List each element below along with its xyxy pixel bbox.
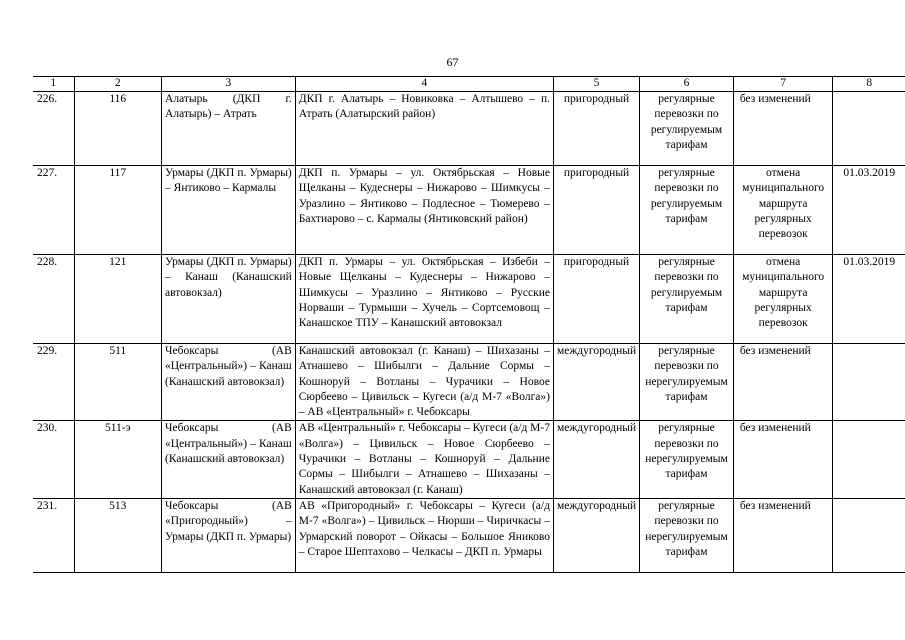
row-number: 227.: [33, 166, 74, 255]
route-name: Чебоксары (АВ «Центральный») – Канаш (Канашский автовокзал): [162, 344, 296, 421]
change-status: без изменений: [733, 92, 833, 166]
route-type: междугородный: [553, 344, 639, 421]
column-header: 2: [74, 77, 162, 92]
route-number: 116: [74, 92, 162, 166]
route-path: АВ «Пригородный» г. Чебоксары – Кугеси (а/д М-7 «Волга») – Цивильск – Нюрши – Чиричкасы – Урмарский поворот – Ойкасы – Большое Яниково – Старое Шептахово – Челкасы – ДКП п. Урмары: [295, 498, 553, 572]
table-row: [33, 421, 905, 498]
route-path: ДКП п. Урмары – ул. Октябрьская – Избеби – Новые Щелканы – Кудеснеры – Нижарово – Шимкусы – Уразлино – Янтиково – Русские Норваши – Турмыши – Хучель – Сортсемовощ – Канашское ТПУ – Канашский автовокзал: [295, 255, 553, 344]
route-number: 511-э: [74, 421, 162, 498]
route-name: Урмары (ДКП п. Урмары) – Янтиково – Кармалы: [162, 166, 296, 255]
route-path: АВ «Центральный» г. Чебоксары – Кугеси (а/д М-7 «Волга») – Цивильск – Новое Сюрбеево – Чурачики – Вотланы – Кошноруй – Дальние Сормы – Шибылги – Атнашево – Шихазаны – Канашский автовокзал (г. Канаш): [295, 421, 553, 498]
change-date: 01.03.2019: [833, 166, 905, 255]
change-status: без изменений: [733, 344, 833, 421]
table-row: [33, 344, 905, 421]
tariff-type: регулярные перевозки по нерегулируемым тарифам: [640, 421, 734, 498]
column-header: 5: [553, 77, 639, 92]
tariff-type: регулярные перевозки по регулируемым тарифам: [640, 255, 734, 344]
route-name: Чебоксары (АВ «Центральный») – Канаш (Канашский автовокзал): [162, 421, 296, 498]
change-status: без изменений: [733, 498, 833, 572]
change-status: отмена муниципального маршрута регулярных перевозок: [733, 166, 833, 255]
route-number: 511: [74, 344, 162, 421]
column-header: 6: [640, 77, 734, 92]
route-number: 121: [74, 255, 162, 344]
route-name: Урмары (ДКП п. Урмары) – Канаш (Канашский автовокзал): [162, 255, 296, 344]
column-header: 4: [295, 77, 553, 92]
page-number: 67: [446, 55, 459, 69]
row-number: 226.: [33, 92, 74, 166]
change-status: без изменений: [733, 421, 833, 498]
route-number: 117: [74, 166, 162, 255]
route-path: ДКП г. Алатырь – Новиковка – Алтышево – п. Атрать (Алатырский район): [295, 92, 553, 166]
tariff-type: регулярные перевозки по нерегулируемым тарифам: [640, 498, 734, 572]
route-type: междугородный: [553, 498, 639, 572]
row-number: 229.: [33, 344, 74, 421]
change-date: [833, 344, 905, 421]
column-header: 3: [162, 77, 296, 92]
tariff-type: регулярные перевозки по регулируемым тарифам: [640, 92, 734, 166]
routes-table: [33, 76, 905, 573]
column-header: 7: [733, 77, 833, 92]
route-name: Чебоксары (АВ «Пригородный») – Урмары (ДКП п. Урмары): [162, 498, 296, 572]
column-header: 1: [33, 77, 74, 92]
change-date: [833, 498, 905, 572]
row-number: 231.: [33, 498, 74, 572]
route-type: пригородный: [553, 255, 639, 344]
route-number: 513: [74, 498, 162, 572]
route-type: пригородный: [553, 166, 639, 255]
change-date: [833, 92, 905, 166]
table-row: [33, 166, 905, 255]
route-path: ДКП п. Урмары – ул. Октябрьская – Новые Щелканы – Кудеснеры – Нижарово – Шимкусы – Уразлино – Янтиково – Подлесное – Тюмерево – Бахтиарово – с. Кармалы (Янтиковский район): [295, 166, 553, 255]
route-name: Алатырь (ДКП г. Алатырь) – Атрать: [162, 92, 296, 166]
table-row: [33, 92, 905, 166]
table-row: [33, 255, 905, 344]
route-path: Канашский автовокзал (г. Канаш) – Шихазаны – Атнашево – Шибылги – Дальние Сормы – Кошноруй – Вотланы – Чурачики – Новое Сюрбеево – Цивильск – Кугеси (а/д М-7 «Волга») – АВ «Центральный» г. Чебоксары: [295, 344, 553, 421]
change-date: [833, 421, 905, 498]
change-date: 01.03.2019: [833, 255, 905, 344]
column-header: 8: [833, 77, 905, 92]
row-number: 228.: [33, 255, 74, 344]
route-type: междугородный: [553, 421, 639, 498]
column-number-header-row: [33, 77, 905, 92]
tariff-type: регулярные перевозки по нерегулируемым тарифам: [640, 344, 734, 421]
tariff-type: регулярные перевозки по регулируемым тарифам: [640, 166, 734, 255]
row-number: 230.: [33, 421, 74, 498]
route-type: пригородный: [553, 92, 639, 166]
change-status: отмена муниципального маршрута регулярных перевозок: [733, 255, 833, 344]
table-row: [33, 498, 905, 572]
